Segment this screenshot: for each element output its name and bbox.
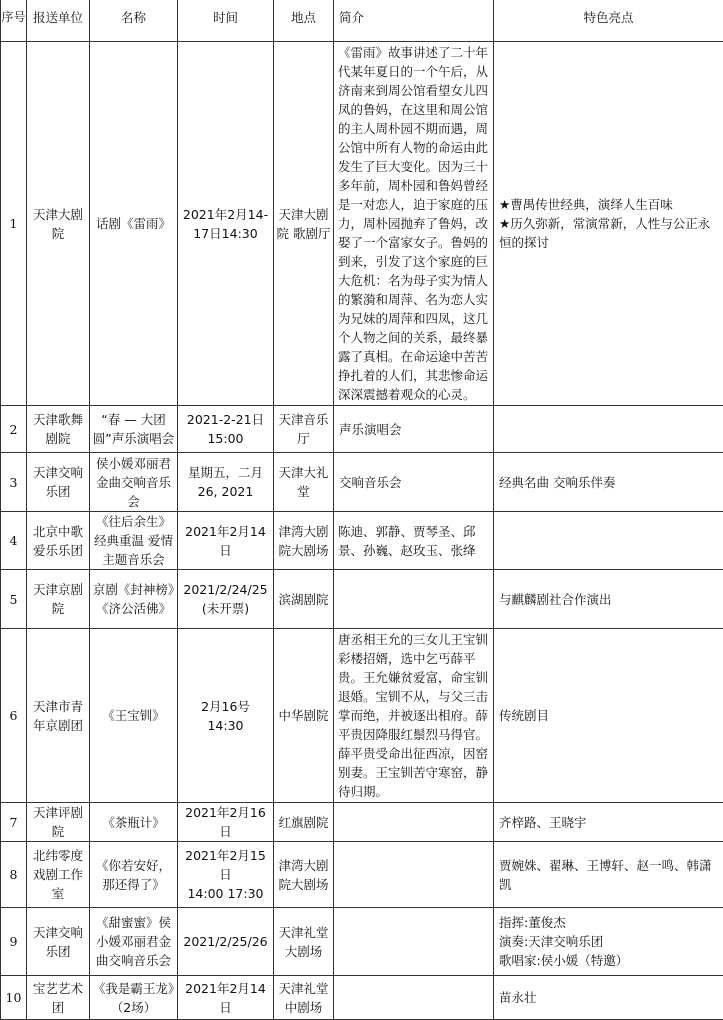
row-venue: 天津大剧院 歌剧厅	[274, 42, 334, 406]
table-row	[1, 512, 723, 570]
row-time: 2月16号 14:30	[178, 629, 274, 803]
row-intro: 唐丞相王允的三女儿王宝钏彩楼招婿，选中乞丐薛平贵。王允嫌贫爱富，命宝钏退婚。宝钏不从，与父三击掌而绝，并被逐出相府。薛平贵因降服红鬃烈马得官。薛平贵受命出征西凉，因窑别妻。王宝钏苦守寒窑，静待归期。	[334, 629, 494, 803]
row-time: 2021年2月16日	[178, 803, 274, 842]
row-unit: 天津交响乐团	[27, 453, 90, 512]
row-index: 4	[1, 512, 27, 570]
row-name: 京剧《封神榜》《济公活佛》	[90, 570, 178, 629]
row-name: 话剧《雷雨》	[90, 42, 178, 406]
row-index: 9	[1, 908, 27, 976]
table-row	[1, 570, 723, 629]
row-time: 2021/2/24/25 (未开票)	[178, 570, 274, 629]
row-intro: 声乐演唱会	[334, 406, 494, 453]
row-intro: 交响音乐会	[334, 453, 494, 512]
row-unit: 天津大剧院	[27, 42, 90, 406]
row-unit: 天津市青年京剧团	[27, 629, 90, 803]
row-intro: 陈迪、郭静、贾琴圣、邱景、孙巍、赵玫玉、张绛	[334, 512, 494, 570]
row-intro	[334, 976, 494, 1020]
row-name: 侯小媛邓丽君金曲交响音乐会	[90, 453, 178, 512]
row-intro: 《雷雨》故事讲述了二十年代某年夏日的一个午后，从济南来到周公馆看望女儿四凤的鲁妈，在这里和周公馆的主人周朴园不期而遇，周公馆中所有人物的命运由此发生了巨大变化。因为三十多年前，周朴园和鲁妈曾经是一对恋人，迫于家庭的压力，周朴园抛弃了鲁妈，改娶了一个富家女子。鲁妈的到来，引发了这个家庭的巨大危机：名为母子实为情人的繁漪和周萍、名为恋人实为兄妹的周萍和四凤，这几个人物之间的关系，最终暴露了真相。在命运途中苦苦挣扎着的人们，其悲惨命运深深震撼着观众的心灵。	[334, 42, 494, 406]
row-highlights: 苗永壮	[494, 976, 723, 1020]
row-highlights: 传统剧目	[494, 629, 723, 803]
row-index: 3	[1, 453, 27, 512]
row-highlights: 经典名曲 交响乐伴奏	[494, 453, 723, 512]
row-venue: 中华剧院	[274, 629, 334, 803]
row-venue: 天津礼堂大剧场	[274, 908, 334, 976]
table-row	[1, 976, 723, 1020]
row-time: 2021/2/25/26	[178, 908, 274, 976]
header-name: 名称	[90, 0, 178, 42]
row-highlights: 与麒麟剧社合作演出	[494, 570, 723, 629]
row-highlights: 贾婉姝、翟琳、王博轩、赵一鸣、韩潇凯	[494, 842, 723, 908]
row-venue: 津湾大剧院大剧场	[274, 842, 334, 908]
row-unit: 北京中歌爱乐乐团	[27, 512, 90, 570]
row-venue: 滨湖剧院	[274, 570, 334, 629]
row-name: 《甜蜜蜜》侯小媛邓丽君金曲交响音乐会	[90, 908, 178, 976]
row-time: 2021年2月14日	[178, 976, 274, 1020]
header-intro: 简介	[334, 0, 494, 42]
header-index: 序号	[1, 0, 27, 42]
row-time: 2021年2月15日 14:00 17:30	[178, 842, 274, 908]
row-intro	[334, 842, 494, 908]
row-name: 《茶瓶计》	[90, 803, 178, 842]
row-highlights: 指挥:董俊杰 演奏:天津交响乐团 歌唱家:侯小媛（特邀）	[494, 908, 723, 976]
row-highlights	[494, 512, 723, 570]
row-venue: 天津大礼堂	[274, 453, 334, 512]
row-index: 5	[1, 570, 27, 629]
row-name: 《你若安好，那还得了》	[90, 842, 178, 908]
row-index: 8	[1, 842, 27, 908]
header-venue: 地点	[274, 0, 334, 42]
row-time: 2021-2-21日15:00	[178, 406, 274, 453]
row-index: 2	[1, 406, 27, 453]
row-intro	[334, 570, 494, 629]
row-intro	[334, 803, 494, 842]
row-index: 10	[1, 976, 27, 1020]
row-venue: 天津礼堂中剧场	[274, 976, 334, 1020]
row-name: 《我是霸王龙》（2场）	[90, 976, 178, 1020]
row-name: “春 — 大团圆”声乐演唱会	[90, 406, 178, 453]
row-unit: 天津交响乐团	[27, 908, 90, 976]
row-time: 2021年2月14日	[178, 512, 274, 570]
row-time: 星期五，二月26, 2021	[178, 453, 274, 512]
row-index: 1	[1, 42, 27, 406]
row-unit: 天津京剧院	[27, 570, 90, 629]
row-unit: 宝艺艺术团	[27, 976, 90, 1020]
table-row	[1, 42, 723, 406]
header-time: 时间	[178, 0, 274, 42]
row-index: 6	[1, 629, 27, 803]
table-row	[1, 629, 723, 803]
header-highlights: 特色亮点	[494, 0, 723, 42]
row-venue: 天津音乐厅	[274, 406, 334, 453]
table-row	[1, 803, 723, 842]
row-highlights: 齐梓路、王晓宇	[494, 803, 723, 842]
row-unit: 天津歌舞剧院	[27, 406, 90, 453]
table-row	[1, 908, 723, 976]
table-row	[1, 453, 723, 512]
row-venue: 津湾大剧院大剧场	[274, 512, 334, 570]
header-row	[1, 0, 723, 42]
row-highlights: ★曹禺传世经典，演绎人生百味 ★历久弥新，常演常新，人性与公正永恒的探讨	[494, 42, 723, 406]
row-intro	[334, 908, 494, 976]
row-venue: 红旗剧院	[274, 803, 334, 842]
row-unit: 天津评剧院	[27, 803, 90, 842]
row-highlights	[494, 406, 723, 453]
row-name: 《往后余生》经典重温 爱情主题音乐会	[90, 512, 178, 570]
row-name: 《王宝钏》	[90, 629, 178, 803]
table-row	[1, 406, 723, 453]
header-unit: 报送单位	[27, 0, 90, 42]
table-row	[1, 842, 723, 908]
row-time: 2021年2月14-17日14:30	[178, 42, 274, 406]
row-index: 7	[1, 803, 27, 842]
row-unit: 北纬零度戏剧工作室	[27, 842, 90, 908]
